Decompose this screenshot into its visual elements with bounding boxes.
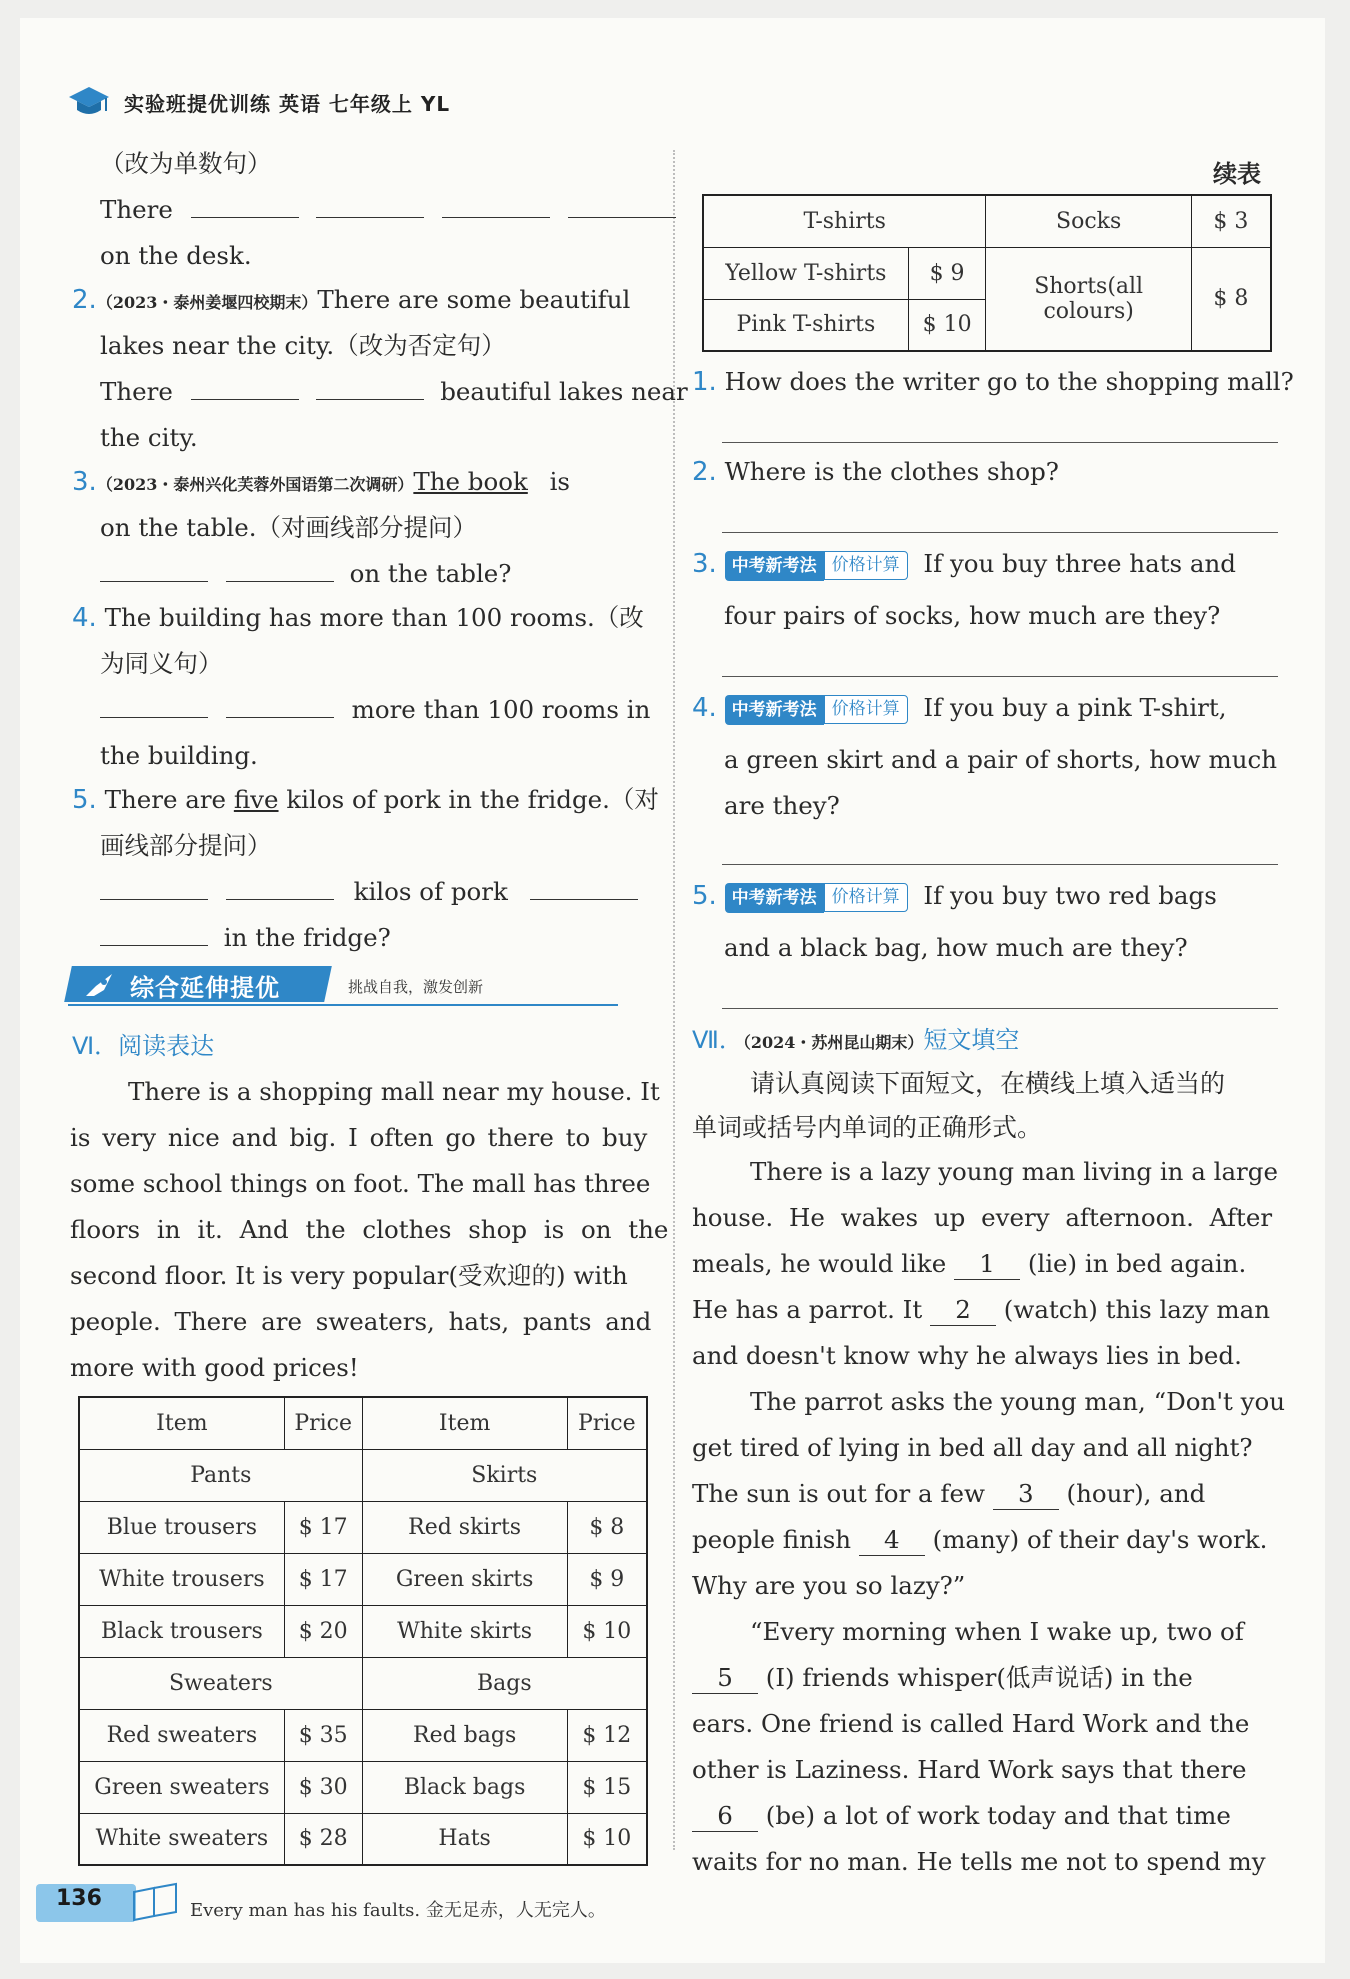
blank-6[interactable]: 6 [692,1801,758,1832]
table-cell: $ 8 [1191,247,1271,351]
passage-text: He has a parrot. It [692,1295,923,1324]
table-cell: $ 15 [567,1761,647,1813]
blank[interactable] [100,873,208,900]
q5-text-a: There are [104,785,227,814]
table-cell: Green sweaters [79,1761,284,1813]
footer-motto: Every man has his faults. 金无足赤，人无完人。 [190,1900,606,1921]
q1-there: There [100,195,173,224]
q3-line3-text: on the table? [349,559,512,588]
para-line: some school things on foot. The mall has three [70,1169,651,1198]
section-6-title: Ⅵ．阅读表达 [72,1032,215,1060]
header [68,82,450,122]
answer-line[interactable] [722,442,1278,443]
group-cell: Pants [79,1449,362,1501]
q2-line3-text: beautiful lakes near [440,377,688,406]
table-cell: White skirts [362,1605,567,1657]
table-cell: $ 8 [567,1501,647,1553]
blank[interactable] [191,191,299,218]
passage-line [692,1520,1267,1560]
table-cell: Green skirts [362,1553,567,1605]
q3 [72,462,570,505]
table-row [79,1501,647,1553]
q4-line4: the building. [100,741,258,770]
group-cell: Skirts [362,1449,647,1501]
passage-text: (watch) this lazy man [1003,1295,1271,1324]
passage-text: people finish [692,1525,852,1554]
q2-there: There [100,377,173,406]
q2-line2: lakes near the city.（改为否定句） [100,331,506,360]
q2-source: （2023・泰州姜堰四校期末） [96,293,318,312]
table-cell: Red sweaters [79,1709,284,1761]
table-cell: $ 17 [284,1553,362,1605]
q5-line2: 画线部分提问） [100,831,272,860]
passage-line: get tired of lying in bed all day and all night? [692,1433,1253,1462]
price-table [78,1396,648,1866]
q4-number: 4. [72,603,97,633]
q4-line3 [100,690,650,730]
q4-line3-text: more than 100 rooms in [351,695,651,724]
q2 [72,280,630,323]
table-row [79,1761,647,1813]
price-table-continued [702,194,1272,352]
exam-tag [725,551,908,581]
blank[interactable] [568,191,676,218]
table-cell: $ 9 [908,247,986,299]
group-cell: Sweaters [79,1657,362,1709]
header-title: 实验班提优训练 英语 七年级上 YL [124,91,451,116]
rq3-line2: four pairs of socks, how much are they? [724,601,1221,630]
header-cell: Price [284,1397,362,1449]
blank-1[interactable]: 1 [954,1249,1020,1280]
rq3 [692,544,1236,584]
passage-line: Why are you so lazy?” [692,1571,966,1600]
table-cell: T-shirts [703,195,986,247]
passage-line: house. He wakes up every afternoon. After [692,1203,1273,1232]
table-cell: $ 9 [567,1553,647,1605]
table-row [703,195,1271,247]
footer [20,1880,1325,1940]
para-line: second floor. It is very popular(受欢迎的) with [70,1261,628,1290]
rq1-number: 1. [692,367,717,397]
header-cell: Item [79,1397,284,1449]
table-cell: Black trousers [79,1605,284,1657]
blank[interactable] [191,373,299,400]
page-number: 136 [56,1886,102,1911]
banner-title: 综合延伸提优 [130,974,280,1002]
rq4-number: 4. [692,693,717,723]
rq5-number: 5. [692,881,717,911]
table-cell: Red skirts [362,1501,567,1553]
blank[interactable] [316,373,424,400]
table-header-row [79,1397,647,1449]
blank[interactable] [100,691,208,718]
passage-line: There is a lazy young man living in a large [750,1157,1278,1186]
q5 [72,780,659,820]
book-icon [130,1882,182,1922]
table-cell: White trousers [79,1553,284,1605]
table-cell: Hats [362,1813,567,1865]
para-line: people. There are sweaters, hats, pants and [70,1307,652,1336]
para-line: more with good prices! [70,1353,359,1382]
table-cell: Yellow T-shirts [703,247,908,299]
table-row [79,1605,647,1657]
passage-line [692,1796,1231,1836]
table-cell: $ 3 [1191,195,1271,247]
table-cell: $ 10 [908,299,986,351]
page-number-badge [36,1884,136,1922]
q5-text-b: kilos of pork in the fridge.（对 [286,785,659,814]
table-row [79,1553,647,1605]
table-cell: $ 30 [284,1761,362,1813]
instruction-line: 单词或括号内单词的正确形式。 [692,1113,1043,1142]
rq2-text: Where is the clothes shop? [724,457,1059,486]
blank-4[interactable]: 4 [859,1525,925,1556]
rq5-line2: and a black bag, how much are they? [724,933,1188,962]
q2-text: There are some beautiful [317,285,631,314]
passage-line [692,1658,1193,1698]
section-7-name: 短文填空 [923,1026,1020,1054]
table-cell: $ 10 [567,1813,647,1865]
q3-line3 [100,554,511,594]
blank[interactable] [530,873,638,900]
q4-line2: 为同义句） [100,649,223,678]
q2-line4: the city. [100,423,198,452]
section-7-number: Ⅶ． [692,1026,743,1054]
answer-line[interactable] [722,864,1278,865]
table-cell: $ 28 [284,1813,362,1865]
q2-number: 2. [72,285,97,315]
group-cell: Bags [362,1657,647,1709]
blank-3[interactable]: 3 [993,1479,1059,1510]
q1-instruction: （改为单数句） [100,149,272,178]
passage-text: (I) friends whisper(低声说话) in the [765,1663,1193,1692]
para-line: floors in it. And the clothes shop is on the [70,1215,669,1244]
table-cell: $ 35 [284,1709,362,1761]
table-row [79,1709,647,1761]
instruction-line: 请认真阅读下面短文，在横线上填入适当的 [750,1069,1226,1098]
table-cell: Pink T-shirts [703,299,908,351]
answer-line[interactable] [722,1008,1278,1009]
passage-line: “Every morning when I wake up, two of [750,1617,1244,1646]
table-cell: Socks [986,195,1191,247]
tag-label: 中考新考法 [725,883,824,913]
passage-text: (many) of their day's work. [932,1525,1268,1554]
table-cell: $ 10 [567,1605,647,1657]
table-cell: $ 20 [284,1605,362,1657]
q2-line3 [100,372,688,412]
tag-label: 中考新考法 [725,695,824,725]
table-row [79,1813,647,1865]
rq3-number: 3. [692,549,717,579]
passage-text: (be) a lot of work today and that time [765,1801,1231,1830]
q5-line3-text: kilos of pork [353,877,508,906]
answer-line[interactable] [722,532,1278,533]
q3-number: 3. [72,467,97,497]
q4 [72,598,644,638]
banner-rule [68,1004,618,1006]
rq4 [692,688,1227,728]
passage-line [692,1474,1205,1514]
header-cell: Price [567,1397,647,1449]
table-cell: Blue trousers [79,1501,284,1553]
graduation-cap-icon [68,85,110,119]
q3-line2: on the table.（对画线部分提问） [100,513,477,542]
continued-label: 续表 [1213,160,1261,188]
table-cell: White sweaters [79,1813,284,1865]
table-cell: Shorts(all colours) [986,247,1191,351]
q3-source: （2023・泰州兴化芙蓉外国语第二次调研） [96,475,414,494]
tag-sub: 价格计算 [824,883,908,912]
table-cell: Black bags [362,1761,567,1813]
tag-sub: 价格计算 [824,551,908,580]
q1-tail: on the desk. [100,241,252,270]
rq4-line2: a green skirt and a pair of shorts, how much [724,745,1278,774]
para-line: There is a shopping mall near my house. It [128,1077,660,1106]
q3-underlined: The book [413,467,528,496]
rq5-text: If you buy two red bags [923,881,1217,910]
blank[interactable] [100,555,208,582]
rocket-icon [82,970,120,1000]
section-7-title [692,1020,1019,1063]
rq1-text: How does the writer go to the shopping mall? [724,367,1294,396]
answer-line[interactable] [722,676,1278,677]
blank-5[interactable]: 5 [692,1663,758,1694]
q5-line4-text: in the fridge? [223,923,391,952]
passage-text: (lie) in bed again. [1027,1249,1247,1278]
rq2 [692,452,1059,492]
passage-line: The parrot asks the young man, “Don't you [750,1387,1286,1416]
blank-2[interactable]: 2 [930,1295,996,1326]
passage-text: (hour), and [1066,1479,1206,1508]
blank[interactable] [226,873,334,900]
blank[interactable] [316,191,424,218]
rq4-text: If you buy a pink T-shirt, [923,693,1227,722]
rq5 [692,876,1217,916]
passage-line: waits for no man. He tells me not to spend my [692,1847,1266,1876]
q5-line3 [100,872,638,912]
exam-tag [725,695,908,725]
q4-text: The building has more than 100 rooms.（改 [104,603,644,632]
passage-line [692,1290,1270,1330]
exam-tag [725,883,908,913]
tag-sub: 价格计算 [824,695,908,724]
rq2-number: 2. [692,457,717,487]
passage-line: ears. One friend is called Hard Work and the [692,1709,1250,1738]
q5-number: 5. [72,785,97,815]
tag-label: 中考新考法 [725,551,824,581]
table-cell: $ 17 [284,1501,362,1553]
para-line: is very nice and big. I often go there to buy [70,1123,648,1152]
passage-line: other is Laziness. Hard Work says that there [692,1755,1247,1784]
table-group-row [79,1657,647,1709]
q1-answer-line [100,190,676,230]
blank[interactable] [226,555,334,582]
blank[interactable] [100,919,208,946]
section-banner [68,966,618,1006]
table-cell: $ 12 [567,1709,647,1761]
header-cell: Item [362,1397,567,1449]
table-group-row [79,1449,647,1501]
blank[interactable] [442,191,550,218]
q3-text-end: is [549,467,571,496]
passage-text: The sun is out for a few [692,1479,985,1508]
q5-line4 [100,918,391,958]
passage-line [692,1244,1246,1284]
passage-text: meals, he would like [692,1249,947,1278]
passage-line: and doesn't know why he always lies in bed. [692,1341,1242,1370]
rq3-text: If you buy three hats and [923,549,1236,578]
q5-underlined: five [233,785,279,814]
table-cell: Red bags [362,1709,567,1761]
section-7-source: （2024・苏州昆山期末） [742,1033,924,1052]
rq1 [692,362,1294,402]
banner-subtitle: 挑战自我，激发创新 [348,978,484,996]
table-row [703,247,1271,299]
blank[interactable] [226,691,334,718]
rq4-line3: are they? [724,791,840,820]
